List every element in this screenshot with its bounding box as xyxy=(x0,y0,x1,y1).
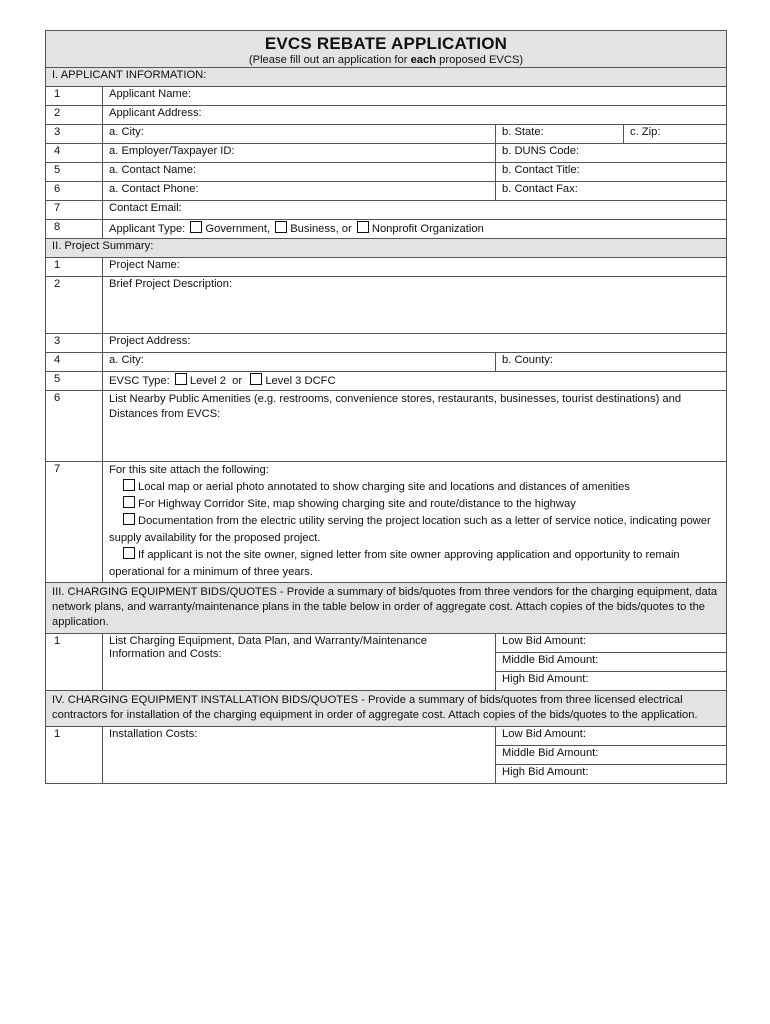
section-installation-bids xyxy=(46,691,727,727)
equipment-costs-field[interactable]: List Charging Equipment, Data Plan, and Warranty/Maintenance Information and Costs: xyxy=(103,634,496,691)
row-number: 4 xyxy=(46,144,103,163)
project-name-field[interactable]: Project Name: xyxy=(103,258,727,277)
amenities-row xyxy=(46,391,727,462)
form-header xyxy=(46,31,727,68)
equipment-low-bid-field[interactable]: Low Bid Amount: xyxy=(496,634,727,653)
equipment-bid-row-low xyxy=(46,634,727,653)
row-number: 2 xyxy=(46,277,103,334)
applicant-city-state-zip-row xyxy=(46,125,727,144)
contact-email-row xyxy=(46,201,727,220)
employer-duns-row xyxy=(46,144,727,163)
highway-map-checkbox[interactable] xyxy=(123,496,135,508)
project-address-field[interactable]: Project Address: xyxy=(103,334,727,353)
subtitle-emphasis: each xyxy=(410,54,437,66)
highway-map-label: For Highway Corridor Site, map showing charging site and route/distance to the highway xyxy=(138,498,576,510)
employer-taxpayer-id-field[interactable]: a. Employer/Taxpayer ID: xyxy=(103,144,496,163)
row-number: 2 xyxy=(46,106,103,125)
row-number: 4 xyxy=(46,353,103,372)
level-2-option-label: Level 2 xyxy=(189,375,226,387)
attachment-item-site-owner-letter xyxy=(109,547,723,581)
attachment-item-utility-documentation xyxy=(109,513,723,547)
applicant-type-label: Applicant Type: xyxy=(109,223,186,235)
installation-costs-field[interactable]: Installation Costs: xyxy=(103,727,496,784)
section-heading: IV. CHARGING EQUIPMENT INSTALLATION BIDS/QUOTES - Provide a summary of bids/quotes from three licensed electrical contractors for installation of the charging equipment in order of aggregate cost. Attach copies of the bids/quotes to the application. xyxy=(46,691,727,727)
attachment-item-local-map xyxy=(109,479,723,496)
or-text: or xyxy=(232,375,243,387)
amenities-field[interactable] xyxy=(103,391,727,462)
evcs-rebate-application-form xyxy=(45,30,727,784)
row-number: 1 xyxy=(46,258,103,277)
applicant-name-field[interactable]: Applicant Name: xyxy=(103,87,727,106)
local-map-checkbox[interactable] xyxy=(123,479,135,491)
subtitle-text-start: (Please fill out an application for xyxy=(248,54,411,66)
form-subtitle xyxy=(50,54,722,66)
amenities-instructions: List Nearby Public Amenities (e.g. restrooms, convenience stores, restaurants, businesses, tourist destinations) and Distances from EVCS: xyxy=(109,393,682,420)
utility-documentation-checkbox[interactable] xyxy=(123,513,135,525)
installation-bid-row-low xyxy=(46,727,727,746)
contact-phone-fax-row xyxy=(46,182,727,201)
equipment-high-bid-field[interactable]: High Bid Amount: xyxy=(496,672,727,691)
project-city-county-row xyxy=(46,353,727,372)
applicant-name-row xyxy=(46,87,727,106)
site-attachments-cell xyxy=(103,462,727,583)
applicant-address-row xyxy=(46,106,727,125)
evsc-type-label: EVSC Type: xyxy=(109,375,170,387)
applicant-type-row xyxy=(46,220,727,239)
applicant-state-field[interactable]: b. State: xyxy=(496,125,624,144)
installation-middle-bid-field[interactable]: Middle Bid Amount: xyxy=(496,746,727,765)
subtitle-text-end: proposed EVCS) xyxy=(436,54,524,66)
utility-documentation-label: Documentation from the electric utility serving the project location such as a letter of service notice, indicating power supply availability for the proposed project. xyxy=(109,515,711,544)
nonprofit-option-label: Nonprofit Organization xyxy=(371,223,484,235)
project-city-field[interactable]: a. City: xyxy=(103,353,496,372)
row-number: 5 xyxy=(46,372,103,391)
business-checkbox[interactable] xyxy=(275,221,287,233)
applicant-type-cell xyxy=(103,220,727,239)
row-number: 3 xyxy=(46,125,103,144)
site-attachments-row xyxy=(46,462,727,583)
row-number: 7 xyxy=(46,462,103,583)
row-number: 7 xyxy=(46,201,103,220)
row-number: 5 xyxy=(46,163,103,182)
contact-name-title-row xyxy=(46,163,727,182)
project-county-field[interactable]: b. County: xyxy=(496,353,727,372)
equipment-middle-bid-field[interactable]: Middle Bid Amount: xyxy=(496,653,727,672)
installation-low-bid-field[interactable]: Low Bid Amount: xyxy=(496,727,727,746)
form-title: EVCS REBATE APPLICATION xyxy=(264,34,508,53)
row-number: 3 xyxy=(46,334,103,353)
nonprofit-checkbox[interactable] xyxy=(357,221,369,233)
row-number: 6 xyxy=(46,391,103,462)
section-heading: I. APPLICANT INFORMATION: xyxy=(46,68,727,87)
applicant-city-field[interactable]: a. City: xyxy=(103,125,496,144)
row-number: 1 xyxy=(46,87,103,106)
evsc-type-cell xyxy=(103,372,727,391)
site-owner-letter-label: If applicant is not the site owner, signed letter from site owner approving application and opportunity to remain operational for a minimum of three years. xyxy=(109,549,680,578)
site-owner-letter-checkbox[interactable] xyxy=(123,547,135,559)
contact-fax-field[interactable]: b. Contact Fax: xyxy=(496,182,727,201)
row-number: 1 xyxy=(46,634,103,691)
section-project-summary xyxy=(46,239,727,258)
government-checkbox[interactable] xyxy=(190,221,202,233)
row-number: 6 xyxy=(46,182,103,201)
project-address-row xyxy=(46,334,727,353)
contact-email-field[interactable]: Contact Email: xyxy=(103,201,727,220)
applicant-address-field[interactable]: Applicant Address: xyxy=(103,106,727,125)
contact-name-field[interactable]: a. Contact Name: xyxy=(103,163,496,182)
section-heading: II. Project Summary: xyxy=(46,239,727,258)
business-option-label: Business, or xyxy=(290,223,352,235)
applicant-zip-field[interactable]: c. Zip: xyxy=(624,125,727,144)
project-description-field[interactable]: Brief Project Description: xyxy=(103,277,727,334)
attachment-item-highway-map xyxy=(109,496,723,513)
level-3-dcfc-option-label: Level 3 DCFC xyxy=(265,375,336,387)
contact-phone-field[interactable]: a. Contact Phone: xyxy=(103,182,496,201)
section-applicant-information xyxy=(46,68,727,87)
section-heading: III. CHARGING EQUIPMENT BIDS/QUOTES - Provide a summary of bids/quotes from three vendors for the charging equipment, data network plans, and warranty/maintenance plans in the table below in order of aggregate cost. Attach copies of the bids/quotes to the application. xyxy=(46,583,727,634)
site-attachments-label: For this site attach the following: xyxy=(109,464,269,476)
government-option-label: Government, xyxy=(205,223,271,235)
local-map-label: Local map or aerial photo annotated to show charging site and locations and distances of amenities xyxy=(138,481,630,493)
level-3-dcfc-checkbox[interactable] xyxy=(250,373,262,385)
evsc-type-row xyxy=(46,372,727,391)
project-name-row xyxy=(46,258,727,277)
contact-title-field[interactable]: b. Contact Title: xyxy=(496,163,727,182)
project-description-row xyxy=(46,277,727,334)
installation-high-bid-field[interactable]: High Bid Amount: xyxy=(496,765,727,784)
form-title-cell xyxy=(46,31,727,68)
row-number: 8 xyxy=(46,220,103,239)
duns-code-field[interactable]: b. DUNS Code: xyxy=(496,144,727,163)
level-2-checkbox[interactable] xyxy=(175,373,187,385)
section-charging-equipment-bids xyxy=(46,583,727,634)
row-number: 1 xyxy=(46,727,103,784)
